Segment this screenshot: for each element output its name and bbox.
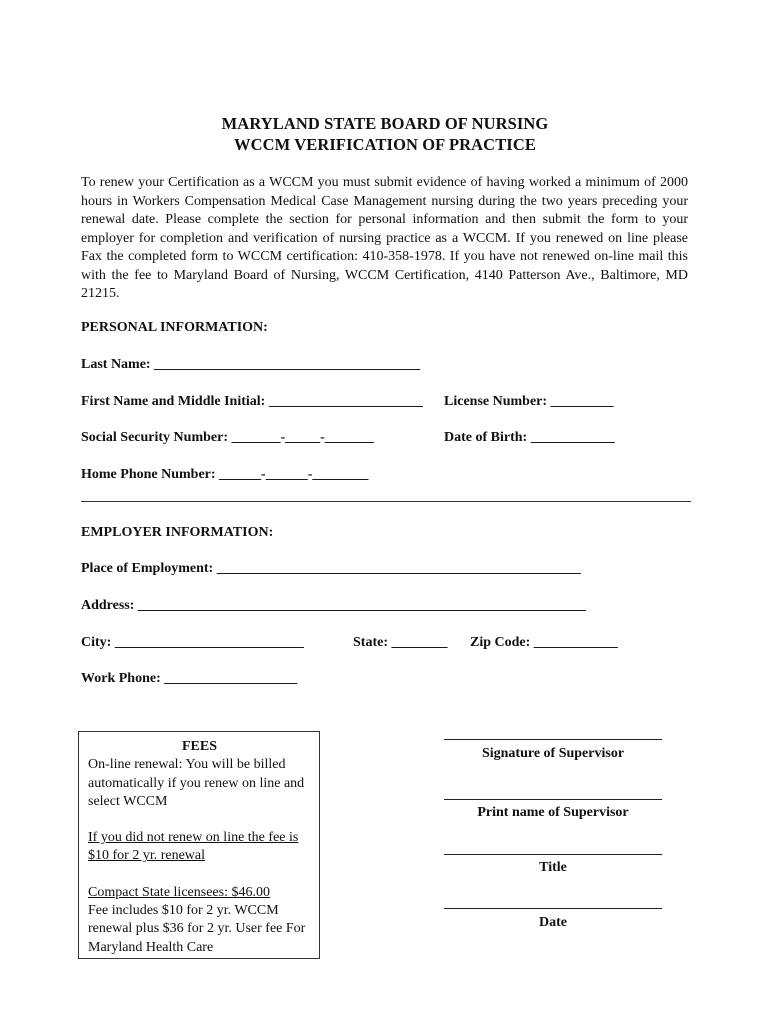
work-phone-field[interactable]: Work Phone: ___________________: [81, 671, 298, 686]
title-line[interactable]: [444, 854, 662, 855]
date-line[interactable]: [444, 908, 662, 909]
fees-compact-detail: Fee includes $10 for 2 yr. WCCM renewal plus $36 for 2 yr. User fee For Maryland Health Care: [88, 903, 306, 955]
city-field[interactable]: City: ___________________________: [81, 635, 304, 650]
title-label: Title: [539, 860, 567, 875]
signature-label: Signature of Supervisor: [481, 746, 625, 761]
first-name-field[interactable]: First Name and Middle Initial: ______________________: [81, 394, 423, 409]
date-label: Date: [539, 915, 567, 930]
fees-box: [78, 731, 320, 959]
fees-online-text: On-line renewal: You will be billed automatically if you renew on line and select WCCM: [88, 757, 305, 809]
form-title: MARYLAND STATE BOARD OF NURSING: [221, 114, 549, 133]
instructions-paragraph: To renew your Certification as a WCCM you must submit evidence of having worked a minimum of 2000 hours in Workers Compensation Medical Case Management nursing during the two years preceding your renewal date. Please complete the section for personal information and then submit the form to your employer for completion and verification of nursing practice as a WCCM. If you renewed on line please Fax the completed form to WCCM certification: 410-358-1978. If you have not renewed on-line mail this with the fee to Maryland Board of Nursing, WCCM Certification, 4140 Patterson Ave., Baltimore, MD 21215.: [81, 175, 688, 301]
state-field[interactable]: State: ________: [353, 635, 448, 650]
signature-line[interactable]: [444, 739, 662, 740]
form-subtitle: WCCM VERIFICATION OF PRACTICE: [234, 135, 536, 154]
last-name-field[interactable]: Last Name: ______________________________________: [81, 357, 421, 372]
ssn-field[interactable]: Social Security Number: _______-_____-_______: [81, 430, 374, 445]
date-of-birth-field[interactable]: Date of Birth: ____________: [444, 430, 615, 445]
fees-compact-heading: Compact State licensees: $46.00: [88, 884, 270, 900]
fees-not-online-text: If you did not renew on line the fee is $10 for 2 yr. renewal: [88, 830, 299, 864]
print-name-label: Print name of Supervisor: [477, 805, 629, 820]
home-phone-field[interactable]: Home Phone Number: ______-______-________: [81, 467, 369, 482]
print-name-line[interactable]: [444, 799, 662, 800]
address-field[interactable]: Address: ________________________________________________________________: [81, 598, 586, 613]
section-divider: [81, 501, 691, 502]
employer-info-heading: EMPLOYER INFORMATION:: [81, 525, 274, 540]
personal-info-heading: PERSONAL INFORMATION:: [81, 320, 268, 335]
license-number-field[interactable]: License Number: _________: [444, 394, 614, 409]
zip-code-field[interactable]: Zip Code: ____________: [470, 635, 618, 650]
fees-title: FEES: [181, 739, 217, 754]
place-of-employment-field[interactable]: Place of Employment: ____________________________________________________: [81, 561, 581, 576]
